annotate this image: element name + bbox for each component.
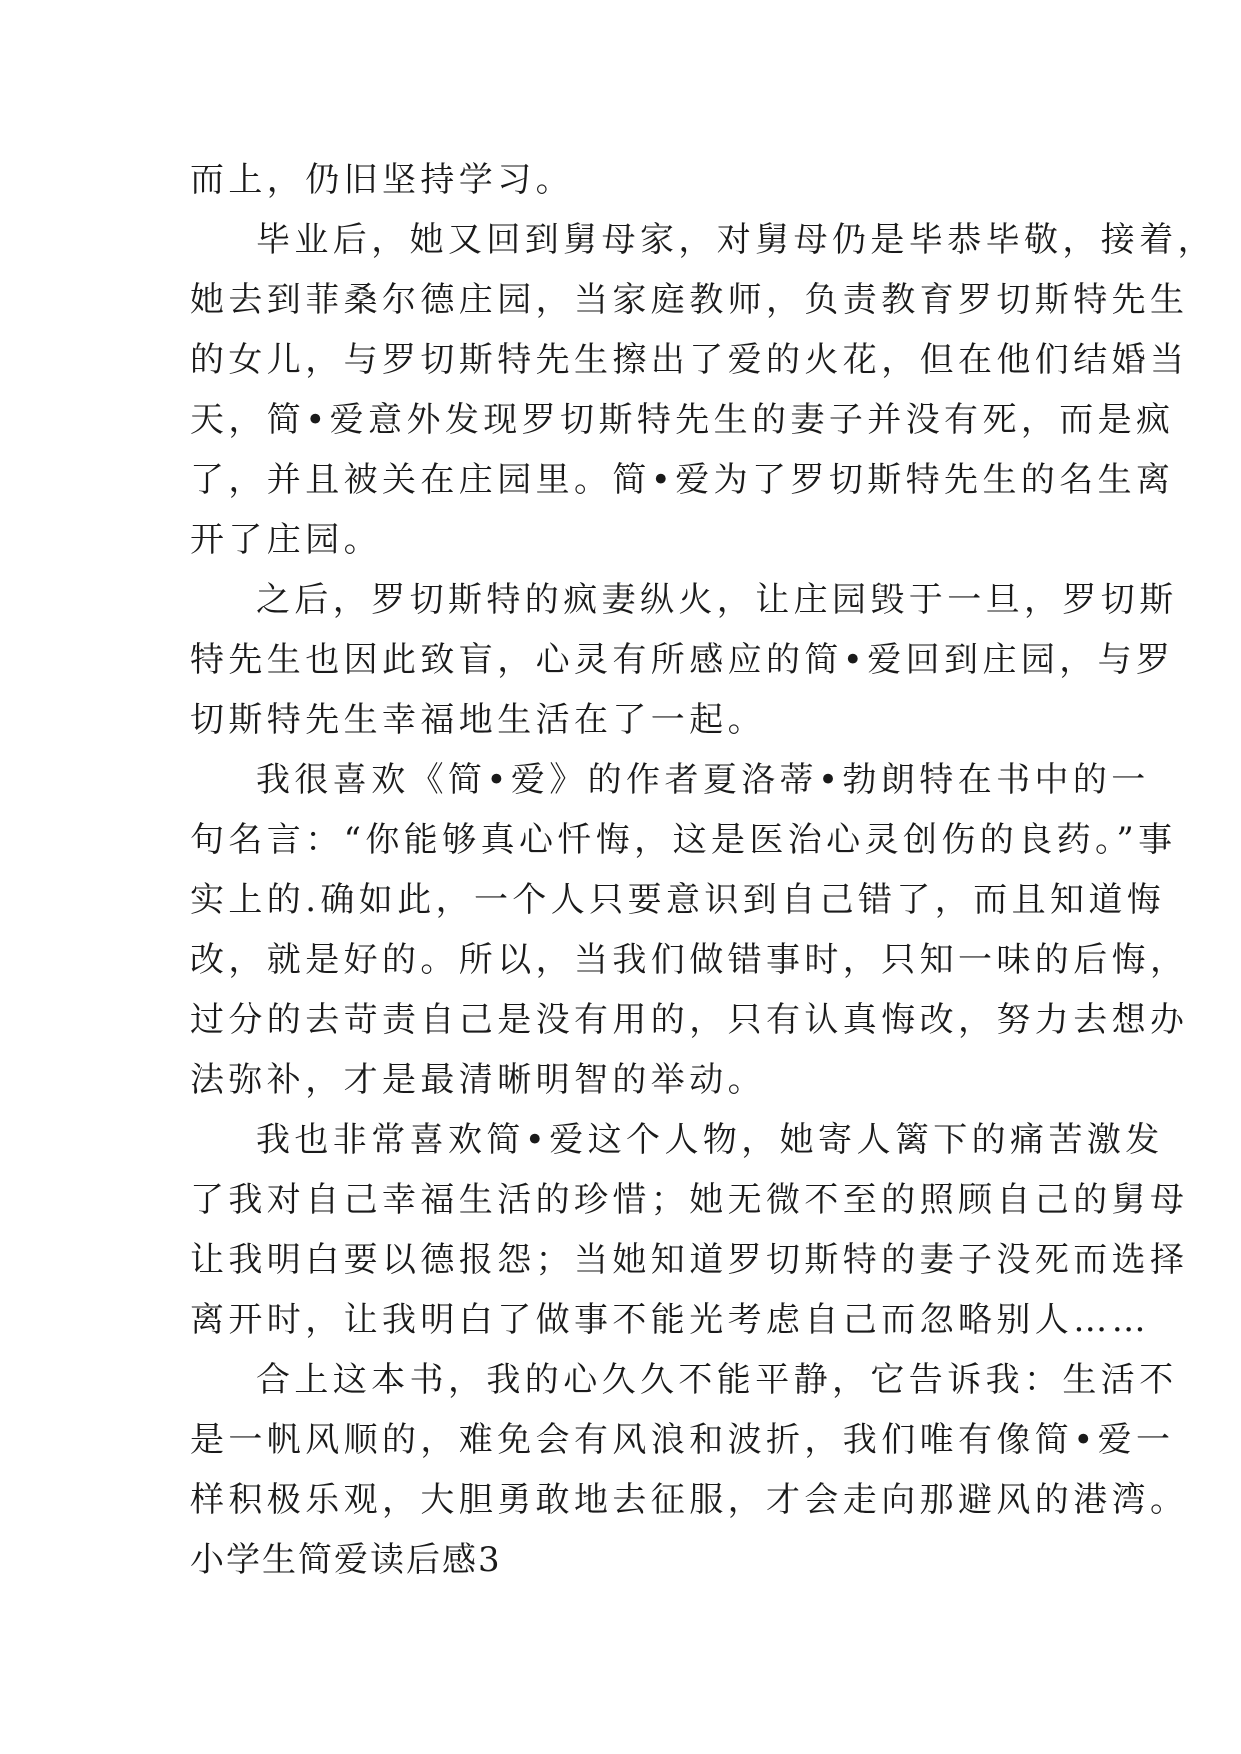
text-line: 切斯特先生幸福地生活在了一起。 <box>190 700 766 740</box>
text-line: 了我对自己幸福生活的珍惜；她无微不至的照顾自己的舅母 <box>190 1180 1189 1220</box>
section-heading <box>190 1530 1070 1590</box>
text-line: 开了庄园。 <box>190 520 382 560</box>
paragraph <box>190 750 1189 1110</box>
paragraph <box>190 210 1216 570</box>
text-line: 过分的去苛责自己是没有用的，只有认真悔改，努力去想办 <box>190 1000 1189 1040</box>
paragraph <box>190 1110 1189 1350</box>
document-page <box>190 150 1216 1590</box>
text-line: 毕业后，她又回到舅母家，对舅母仍是毕恭毕敬，接着， <box>256 220 1216 260</box>
text-line: 之后，罗切斯特的疯妻纵火，让庄园毁于一旦，罗切斯 <box>256 580 1178 620</box>
paragraph <box>190 150 1070 210</box>
text-line: 合上这本书，我的心久久不能平静，它告诉我：生活不 <box>256 1360 1178 1400</box>
text-line: 离开时，让我明白了做事不能光考虑自己而忽略别人…… <box>190 1300 1150 1340</box>
text-line: 是一帆风顺的，难免会有风浪和波折，我们唯有像简•爱一 <box>190 1420 1175 1460</box>
text-line: 了，并且被关在庄园里。简•爱为了罗切斯特先生的名生离 <box>190 460 1175 500</box>
section-heading-text: 小学生简爱读后感3 <box>190 1540 502 1580</box>
text-line: 样积极乐观，大胆勇敢地去征服，才会走向那避风的港湾。 <box>190 1480 1189 1520</box>
paragraph <box>190 1350 1189 1530</box>
text-line: 改，就是好的。所以，当我们做错事时，只知一味的后悔， <box>190 940 1189 980</box>
text-line: 特先生也因此致盲，心灵有所感应的简•爱回到庄园，与罗 <box>190 640 1175 680</box>
text-line: 她去到菲桑尔德庄园，当家庭教师，负责教育罗切斯特先生 <box>190 280 1189 320</box>
text-line: 法弥补，才是最清晰明智的举动。 <box>190 1060 766 1100</box>
text-line: 实上的.确如此，一个人只要意识到自己错了，而且知道悔 <box>190 880 1166 920</box>
text-line: 的女儿，与罗切斯特先生擦出了爱的火花，但在他们结婚当 <box>190 340 1189 380</box>
text-line: 句名言：“你能够真心忏悔，这是医治心灵创伤的良药。”事 <box>190 820 1177 860</box>
text-line: 我很喜欢《简•爱》的作者夏洛蒂•勃朗特在书中的一 <box>256 760 1150 800</box>
paragraph <box>190 570 1178 750</box>
text-line: 让我明白要以德报怨；当她知道罗切斯特的妻子没死而选择 <box>190 1240 1189 1280</box>
text-line: 天，简•爱意外发现罗切斯特先生的妻子并没有死，而是疯 <box>190 400 1175 440</box>
text-line: 我也非常喜欢简•爱这个人物，她寄人篱下的痛苦激发 <box>256 1120 1164 1160</box>
text-line: 而上，仍旧坚持学习。 <box>190 160 574 200</box>
